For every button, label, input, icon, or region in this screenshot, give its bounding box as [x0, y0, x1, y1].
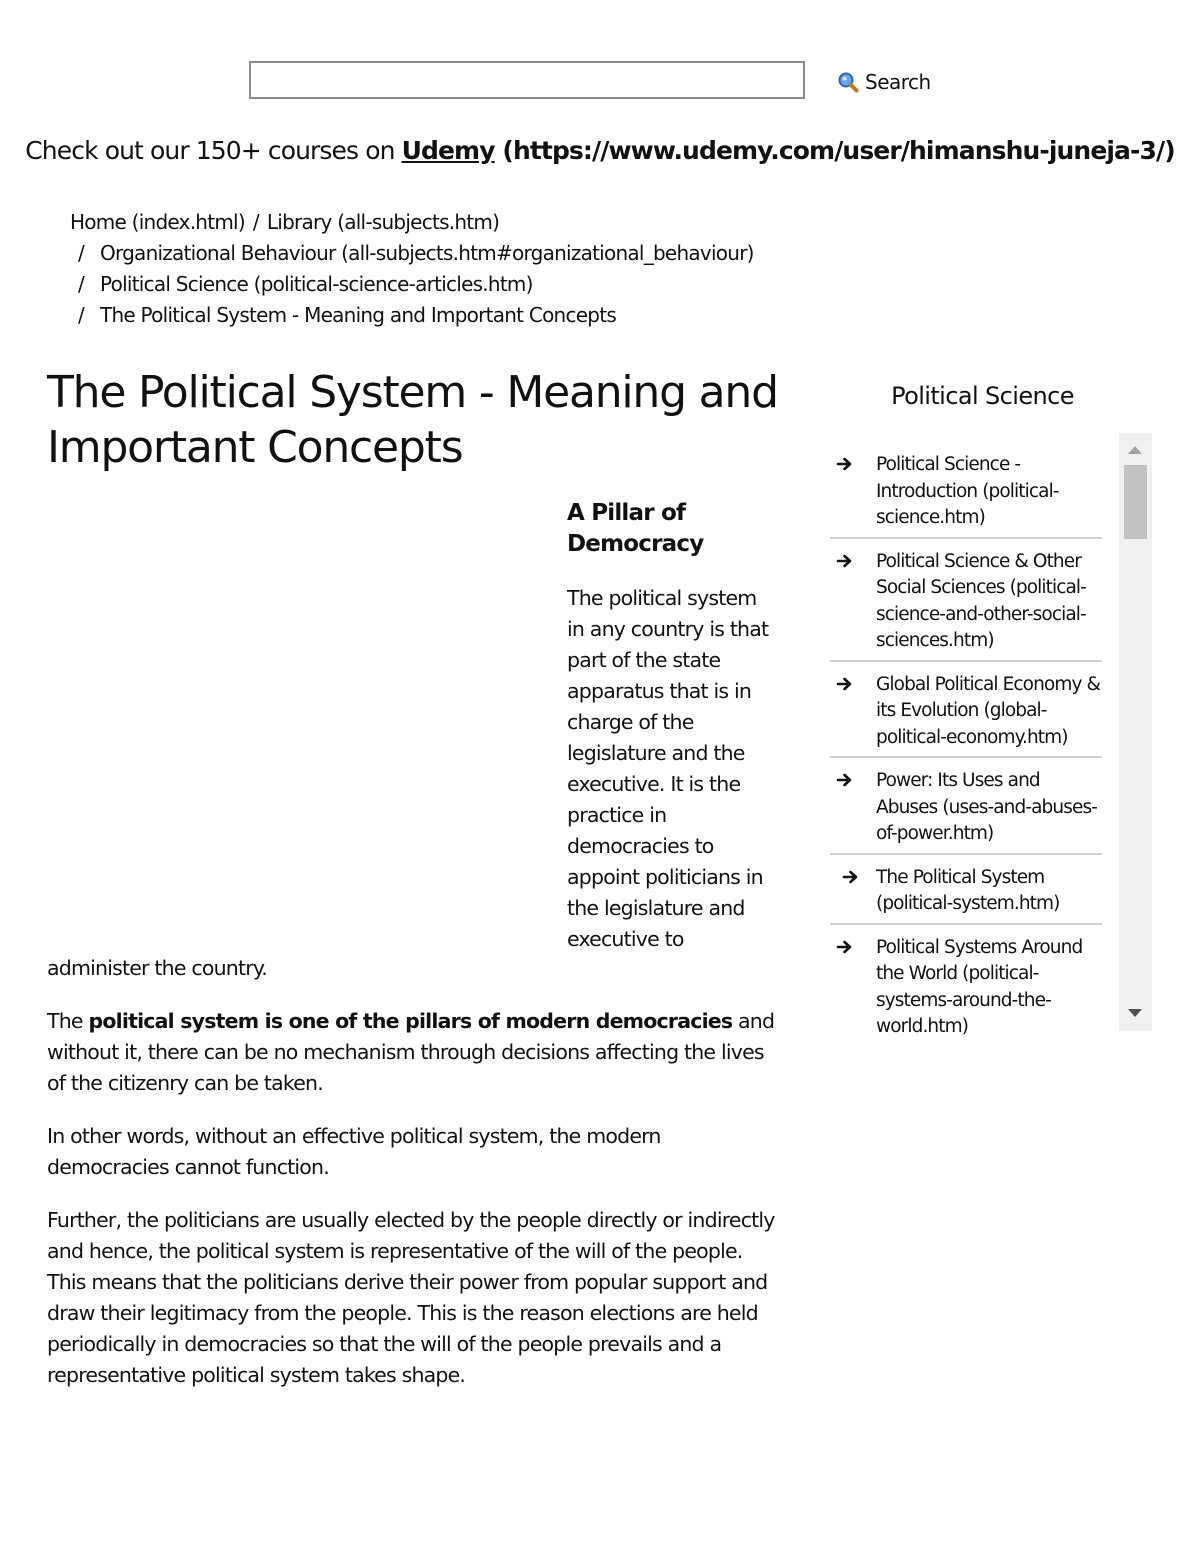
breadcrumb-separator: / [78, 241, 84, 265]
section-heading: A Pillar of Democracy [567, 500, 704, 557]
paragraph-other-words: In other words, without an effective political system, the modern democracies cannot function. [47, 1124, 661, 1179]
search-icon [837, 71, 859, 93]
paragraph-pillars-emphasis: political system is one of the pillars of modern democracies [88, 1009, 733, 1033]
paragraph-pillars-suffix: and without it, there can be no mechanism through decisions affecting the lives of the citizenry can be taken. [47, 1009, 775, 1095]
sidebar-item-political-science-introduction[interactable] [830, 449, 1102, 539]
breadcrumb-separator: / [252, 210, 259, 234]
search-button[interactable] [837, 66, 931, 98]
udemy-link-url[interactable]: (https://www.udemy.com/user/himanshu-juneja-3/) [494, 136, 1175, 165]
breadcrumb-separator: / [78, 303, 84, 327]
paragraph-pillars-prefix: The [47, 1009, 89, 1033]
sidebar-list [830, 433, 1150, 1037]
sidebar-item-label: Global Political Economy & its Evolution (global-political-economy.htm) [876, 673, 1101, 748]
page-title: The Political System - Meaning and Important Concepts [47, 367, 778, 473]
breadcrumb-library[interactable]: Library (all-subjects.htm) [266, 210, 500, 234]
paragraph-elections: Further, the politicians are usually elected by the people directly or indirectly and hence, the political system is representative of the will of the people. This means that the politicians derive their power from popular support and draw their legitimacy from the people. This is the reason elections are held periodically in democracies so that the will of the people prevails and a representative political system takes shape. [47, 1208, 775, 1387]
breadcrumb-home[interactable]: Home (index.html) [70, 210, 245, 234]
breadcrumb-separator: / [78, 272, 84, 296]
scroll-up-icon[interactable] [1128, 446, 1142, 454]
sidebar-item-label: The Political System (political-system.htm) [876, 866, 1060, 914]
udemy-banner [0, 136, 1200, 165]
sidebar-item-political-systems-around-the-world[interactable] [830, 932, 1102, 1046]
sidebar-item-global-political-economy[interactable] [830, 669, 1102, 759]
arrow-right-icon [836, 676, 854, 692]
arrow-right-icon [842, 869, 860, 885]
sidebar-item-label: Political Science & Other Social Sciences (political-science-and-other-social-sciences.htm) [876, 550, 1086, 651]
intro-paragraph-tail: administer the country. [47, 956, 267, 980]
sidebar-item-political-science-other-social-sciences[interactable] [830, 546, 1102, 662]
arrow-right-icon [836, 772, 854, 788]
sidebar-title: Political Science [891, 382, 1074, 410]
intro-paragraph: The political system in any country is that part of the state apparatus that is in charge of the legislature and the executive. It is the practice in democracies to appoint politicians in the legislature and executive to [567, 586, 769, 951]
search-input[interactable] [249, 61, 805, 99]
sidebar-item-label: Political Systems Around the World (political-systems-around-the-world.htm) [876, 936, 1083, 1037]
breadcrumb-current: The Political System - Meaning and Important Concepts [100, 303, 616, 327]
banner-text: Check out our 150+ courses on [25, 136, 402, 165]
search-button-label: Search [865, 70, 931, 94]
sidebar-scrollbar[interactable] [1119, 433, 1152, 1031]
scrollbar-thumb[interactable] [1124, 465, 1147, 539]
scroll-down-icon[interactable] [1128, 1009, 1142, 1017]
sidebar-item-uses-and-abuses-of-power[interactable] [830, 765, 1102, 855]
sidebar-item-label: Political Science - Introduction (political-science.htm) [876, 454, 1059, 528]
arrow-right-icon [836, 553, 854, 569]
breadcrumb [70, 207, 754, 331]
paragraph-pillars [47, 1006, 782, 1099]
arrow-right-icon [836, 939, 854, 955]
breadcrumb-organizational-behaviour[interactable]: Organizational Behaviour (all-subjects.htm#organizational_behaviour) [100, 241, 754, 265]
sidebar-items [830, 449, 1102, 1053]
breadcrumb-political-science[interactable]: Political Science (political-science-articles.htm) [100, 272, 533, 296]
arrow-right-icon [836, 456, 854, 472]
sidebar-item-political-system[interactable] [830, 862, 1102, 925]
udemy-link[interactable]: Udemy [401, 136, 495, 165]
sidebar-item-label: Power: Its Uses and Abuses (uses-and-abuses-of-power.htm) [876, 770, 1097, 844]
